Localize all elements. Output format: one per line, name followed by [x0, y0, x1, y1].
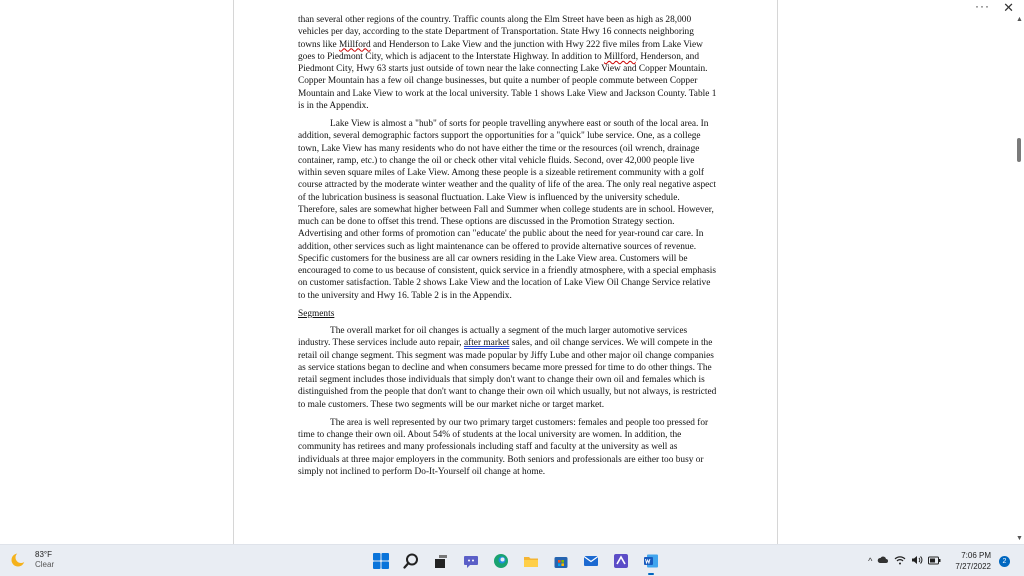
start-icon[interactable]: [370, 550, 392, 572]
visual-studio-icon[interactable]: [610, 550, 632, 572]
paragraph-1: [298, 14, 718, 112]
paragraph-1-text-a: than several other regions of the country. Traffic counts along the Elm Street have been as high as 28,000 vehicles per day, according to the state Department of Transportation. State Hwy 16 connects neighboring towns like: [298, 15, 694, 50]
scroll-down-arrow-icon[interactable]: ▼: [1016, 535, 1023, 542]
wifi-icon[interactable]: [894, 555, 906, 567]
section-heading-segments: Segments: [298, 308, 335, 319]
scroll-up-arrow-icon[interactable]: ▲: [1016, 16, 1023, 23]
weather-condition: Clear: [35, 560, 55, 569]
search-icon[interactable]: [400, 550, 422, 572]
edge-icon[interactable]: [490, 550, 512, 572]
close-button[interactable]: ✕: [1003, 0, 1014, 15]
tray-overflow-chevron-icon[interactable]: ^: [868, 556, 873, 566]
document-page[interactable]: [234, 0, 777, 544]
paragraph-1-text-e: , Henderson, and Piedmont City, Hwy 63 starts just outside of town near the lake connecting Lake View and Copper Mountain. Copper Mountain has a few oil change businesses, but quite a number of people commute between Copper Mountain and Lake View to work at the local university. Table 1 shows Lake View and Jackson County. Table 1 is in the Appendix.: [298, 51, 717, 111]
system-tray: [868, 545, 1024, 576]
clock[interactable]: [955, 550, 991, 572]
window-controls: [964, 0, 1024, 14]
task-view-icon[interactable]: [430, 550, 452, 572]
mail-icon[interactable]: [580, 550, 602, 572]
spelling-flag-millford[interactable]: Millford: [339, 39, 371, 50]
taskbar: [0, 544, 1024, 576]
clock-date: 7/27/2022: [955, 562, 991, 571]
battery-icon[interactable]: [928, 556, 941, 567]
page-border-right: [777, 0, 778, 544]
paragraph-1-text-c: and Henderson to Lake View and the junction with Hwy 222 five miles from Lake View goes to Piedmont City, which is adjacent to the Interstate Highway. In addition to: [298, 39, 703, 62]
onedrive-cloud-icon[interactable]: [877, 555, 889, 567]
scroll-thumb[interactable]: [1017, 138, 1021, 162]
vertical-scrollbar[interactable]: [1014, 14, 1024, 544]
paragraph-4: The area is well represented by our two primary target customers: females and people too pressed for time to change their own oil. About 54% of students at the local university are women. In addition, the community has retirees and many professionals including staff and faculty at the university as well as individuals at three major employers in the community. Both seniors and professionals are either too busy or simply not inclined to perform Do-It-Yourself oil change at home.: [298, 417, 709, 477]
paragraph-3-text-c: sales, and oil change services. We will compete in the retail oil change segment. This segment was made popular by Jiffy Lube and other major oil change companies as service stations began to decline and when consumers became more pressed for time to do other things. The retail segment includes those individuals that simply don't want to change their own oil and females which is distinguished from the people that don't want to change their own oil which usually, but not always, is restricted to male customers. These two segments will be our market niche or target market.: [298, 338, 717, 410]
store-icon[interactable]: [550, 550, 572, 572]
paragraph-3-text-a: The overall market for oil changes is actually a segment of the much larger automotive services industry. These services include auto repair,: [298, 326, 688, 349]
word-icon[interactable]: [640, 550, 662, 572]
more-options-button[interactable]: ···: [975, 0, 990, 13]
weather-temperature: 83°F: [35, 550, 52, 559]
crescent-moon-icon: [10, 552, 26, 568]
chat-icon[interactable]: [460, 550, 482, 572]
notification-badge[interactable]: 2: [999, 556, 1010, 567]
paragraph-2: Lake View is almost a "hub" of sorts for people travelling anywhere east or south of the local area. In addition, several demographic factors support the opportunities for a "quick" lube service. One, as a college town, Lake View has many residents who do not have either the time or the resources (oil wrench, drainage container, ramp, etc.) to change the oil or check other vital vehicle fluids. Second, over 42,000 people live within seven square miles of Lake View. Among these people is a sizeable retirement community with a golf course attracted by the moderate winter weather and the quality of life of the area. The only real negative aspect of the lubrication business is seasonal fluctuation. Lake View is influenced by the university schedule. Therefore, sales are somewhat higher between Fall and Summer when college students are in school. However, much can be done to offset this trend. These options are discussed in the Promotion Strategy section. Advertising and other forms of promotion can "educate' the public about the need for year-round car care. In addition, other services such as light maintenance can be offered to provide alternative sources of revenue. Specific customers for the business are all car owners residing in the Lake View area. Customers will be encouraged to come to us because of consistent, quick service in a friendly atmosphere, with a special emphasis on customer satisfaction. Table 2 shows Lake View and the location of Lake View Oil Change Service relative to the university and Hwy 16. Table 2 is in the Appendix.: [298, 119, 717, 301]
taskbar-apps: [370, 550, 662, 572]
paragraph-3: [298, 325, 718, 411]
clock-time: 7:06 PM: [961, 551, 991, 560]
document-body[interactable]: [298, 14, 718, 478]
volume-icon[interactable]: [911, 555, 923, 567]
weather-widget[interactable]: [10, 550, 54, 570]
grammar-flag-after-market[interactable]: after market: [463, 338, 510, 349]
spelling-flag-millford-2[interactable]: Millford: [604, 51, 636, 62]
file-explorer-icon[interactable]: [520, 550, 542, 572]
